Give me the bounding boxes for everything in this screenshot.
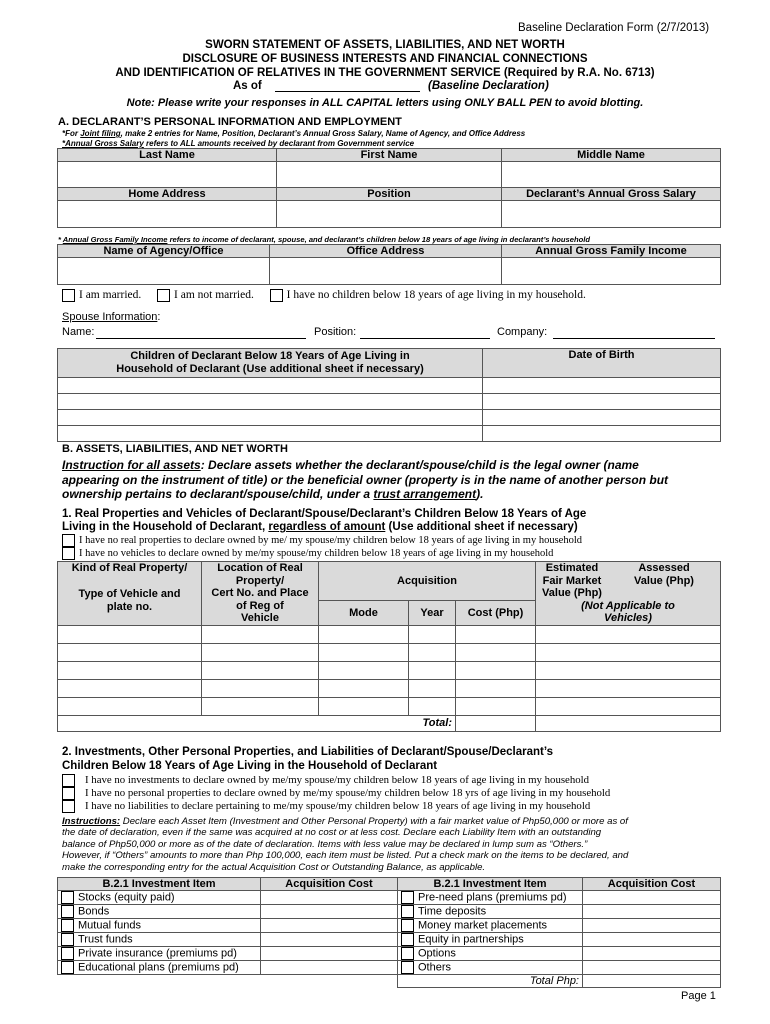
- property-cell[interactable]: [319, 679, 409, 697]
- no-real-property-checkbox[interactable]: [62, 534, 75, 547]
- year-header: Year: [409, 601, 456, 625]
- investment-item: Stocks (equity paid): [58, 891, 261, 905]
- salary-field[interactable]: [502, 201, 721, 228]
- investment-table: [57, 877, 721, 988]
- property-cell[interactable]: [456, 679, 536, 697]
- property-cell[interactable]: [58, 697, 202, 715]
- investment-cost[interactable]: [261, 947, 398, 961]
- children-header: Children of Declarant Below 18 Years of Age Living in Household of Declarant (Use additional sheet if necessary): [58, 349, 483, 378]
- investment-cost[interactable]: [261, 891, 398, 905]
- no-children-checkbox[interactable]: [270, 289, 283, 302]
- real-property-table: [57, 561, 721, 732]
- investment-item-header-right: B.2.1 Investment Item: [398, 878, 583, 891]
- investment-cost[interactable]: [583, 961, 721, 975]
- children-table: [57, 348, 721, 442]
- assessed-header: Assessed Value (Php): [634, 562, 694, 587]
- office-address-field[interactable]: [270, 258, 502, 285]
- instruction-line-1: Instruction for all assets: Declare assets whether the declarant/spouse/child is the legal owner (name: [62, 458, 639, 472]
- child-name-field[interactable]: [58, 394, 483, 410]
- spouse-name-field[interactable]: [96, 326, 306, 339]
- property-cell[interactable]: [456, 643, 536, 661]
- investment-item: Equity in partnerships: [398, 933, 583, 947]
- position-header: Position: [277, 188, 502, 201]
- no-personal-property-checkbox[interactable]: [62, 787, 75, 800]
- investment-item: Bonds: [58, 905, 261, 919]
- first-name-header: First Name: [277, 149, 502, 162]
- property-cell[interactable]: [536, 679, 721, 697]
- middle-name-field[interactable]: [502, 162, 721, 188]
- spouse-position-field[interactable]: [360, 326, 490, 339]
- others-checkbox[interactable]: [401, 961, 414, 974]
- property-cell[interactable]: [409, 697, 456, 715]
- money-market-checkbox[interactable]: [401, 919, 414, 932]
- no-personal-property-row: I have no personal properties to declare owned by me/my spouse/my children below 18 yrs of age living in my household: [62, 787, 610, 800]
- no-investments-row: I have no investments to declare owned by me/my spouse/my children below 18 years of age living in my household: [62, 774, 589, 787]
- property-cell[interactable]: [319, 643, 409, 661]
- b2-title-line-2: Children Below 18 Years of Age Living in the Household of Declarant: [62, 760, 438, 772]
- property-cell[interactable]: [202, 625, 319, 643]
- fair-market-header: Estimated Fair Market Value (Php): [542, 562, 602, 599]
- property-cell[interactable]: [58, 625, 202, 643]
- investment-total-field[interactable]: [583, 975, 721, 988]
- property-cell[interactable]: [319, 625, 409, 643]
- spouse-company-field[interactable]: [553, 326, 715, 339]
- bonds-checkbox[interactable]: [61, 905, 74, 918]
- investment-item: Mutual funds: [58, 919, 261, 933]
- property-cell[interactable]: [456, 697, 536, 715]
- no-liabilities-row: I have no liabilities to declare pertaining to me/my spouse/my children below 18 years of age living in my household: [62, 800, 590, 813]
- b2-instructions: Instructions: Declare each Asset Item (Investment and Other Personal Property) with a fair market value of Php50,000 or more as of the date of declaration, even if the same was acquired at no cost or at less cost. Declare each Liability Item with an outstanding balance of Php50,000 or more as of the date of declaration. Items with less value may be declared in lump sum as “Others.” However, if “Others” amounts to more than Php 100,000, each item must be listed. Put a check mark on the items to be declared, and make the corresponding entry for the actual Acquisition Cost or Outstanding Balance, as applicable.: [62, 816, 629, 873]
- property-cell[interactable]: [202, 679, 319, 697]
- investment-item: Pre-need plans (premiums pd): [398, 891, 583, 905]
- as-of-date-field[interactable]: [275, 79, 420, 92]
- salary-header: Declarant’s Annual Gross Salary: [502, 188, 721, 201]
- property-cell[interactable]: [202, 661, 319, 679]
- property-cell[interactable]: [409, 661, 456, 679]
- property-cell[interactable]: [202, 697, 319, 715]
- instruction-line-2: appearing on the instrument of title) or the beneficial owner (property is in the name of another person but: [62, 473, 669, 487]
- family-income-note: * Annual Gross Family Income refers to income of declarant, spouse, and declarant’s children below 18 years of age living in declarant’s household: [58, 235, 591, 244]
- property-cell[interactable]: [536, 697, 721, 715]
- investment-item: Time deposits: [398, 905, 583, 919]
- b1-title-line-2: Living in the Household of Declarant, regardless of amount (Use additional sheet if necessary): [62, 521, 578, 533]
- property-cell[interactable]: [58, 679, 202, 697]
- family-income-field[interactable]: [502, 258, 721, 285]
- spouse-position-label: Position:: [314, 326, 357, 338]
- child-dob-field[interactable]: [483, 378, 721, 394]
- no-real-property-row: I have no real properties to declare owned by me/ my spouse/my children below 18 years of age living in my household: [62, 534, 582, 547]
- investment-cost[interactable]: [583, 905, 721, 919]
- child-dob-field[interactable]: [483, 394, 721, 410]
- investment-item-header-left: B.2.1 Investment Item: [58, 878, 261, 891]
- acquisition-cost-header-right: Acquisition Cost: [583, 878, 721, 891]
- trust-funds-checkbox[interactable]: [61, 933, 74, 946]
- spouse-name-label: Name:: [62, 326, 95, 338]
- investment-item: Others: [398, 961, 583, 975]
- no-vehicles-checkbox[interactable]: [62, 547, 75, 560]
- first-name-field[interactable]: [277, 162, 502, 188]
- title-line-2: DISCLOSURE OF BUSINESS INTERESTS AND FINANCIAL CONNECTIONS: [182, 53, 588, 65]
- no-investments-checkbox[interactable]: [62, 774, 75, 787]
- investment-cost[interactable]: [261, 933, 398, 947]
- b2-title-line-1: 2. Investments, Other Personal Properties, and Liabilities of Declarant/Spouse/Declarant’s: [62, 746, 554, 758]
- investment-item: Private insurance (premiums pd): [58, 947, 261, 961]
- not-married-label: I am not married.: [174, 289, 254, 302]
- instruction-line-3: ownership pertains to declarant/spouse/child, under a trust arrangement).: [62, 487, 484, 501]
- options-checkbox[interactable]: [401, 947, 414, 960]
- property-cell[interactable]: [409, 679, 456, 697]
- stocks-checkbox[interactable]: [61, 891, 74, 904]
- investment-cost[interactable]: [583, 933, 721, 947]
- investment-item: Trust funds: [58, 933, 261, 947]
- position-field[interactable]: [277, 201, 502, 228]
- no-children-label: I have no children below 18 years of age living in my household.: [286, 289, 586, 302]
- property-cell[interactable]: [202, 643, 319, 661]
- spouse-info-title: Spouse Information:: [62, 311, 161, 323]
- time-deposits-checkbox[interactable]: [401, 905, 414, 918]
- property-cell[interactable]: [58, 661, 202, 679]
- cost-header: Cost (Php): [456, 601, 536, 625]
- child-name-field[interactable]: [58, 426, 483, 442]
- mode-header: Mode: [319, 601, 409, 625]
- private-insurance-checkbox[interactable]: [61, 947, 74, 960]
- kind-header: Kind of Real Property/ Type of Vehicle and plate no.: [58, 562, 202, 626]
- child-dob-field[interactable]: [483, 426, 721, 442]
- page-number: Page 1: [681, 990, 716, 1002]
- agency-table: [57, 244, 721, 285]
- property-cell[interactable]: [319, 697, 409, 715]
- married-checkbox[interactable]: [62, 289, 75, 302]
- title-line-1: SWORN STATEMENT OF ASSETS, LIABILITIES, AND NET WORTH: [205, 39, 565, 51]
- last-name-field[interactable]: [58, 162, 277, 188]
- form-label: Baseline Declaration Form (2/7/2013): [518, 22, 710, 34]
- home-address-header: Home Address: [58, 188, 277, 201]
- investment-cost[interactable]: [583, 947, 721, 961]
- educational-plans-checkbox[interactable]: [61, 961, 74, 974]
- middle-name-header: Middle Name: [502, 149, 721, 162]
- value-header: [536, 562, 721, 626]
- agency-field[interactable]: [58, 258, 270, 285]
- property-cell[interactable]: [536, 643, 721, 661]
- spouse-company-label: Company:: [497, 326, 548, 338]
- baseline-label: (Baseline Declaration): [428, 80, 549, 92]
- home-address-field[interactable]: [58, 201, 277, 228]
- not-applicable-note: (Not Applicable to Vehicles): [581, 599, 675, 624]
- property-cell[interactable]: [536, 661, 721, 679]
- section-a-title: A. DECLARANT’S PERSONAL INFORMATION AND EMPLOYMENT: [58, 116, 402, 128]
- investment-item: Options: [398, 947, 583, 961]
- salary-note: *Annual Gross Salary refers to ALL amounts received by declarant from Government service: [62, 139, 415, 148]
- property-cell[interactable]: [456, 661, 536, 679]
- equity-partnerships-checkbox[interactable]: [401, 933, 414, 946]
- b1-title-line-1: 1. Real Properties and Vehicles of Declarant/Spouse/Declarant’s Children Below 18 Years of Age: [62, 508, 587, 520]
- property-cell[interactable]: [536, 625, 721, 643]
- investment-total-label: Total Php:: [398, 975, 583, 988]
- no-vehicles-row: I have no vehicles to declare owned by me/my spouse/my children below 18 years of age living in my household: [62, 547, 553, 560]
- property-total-cost[interactable]: [456, 715, 536, 731]
- investment-cost[interactable]: [261, 919, 398, 933]
- location-header: Location of Real Property/ Cert No. and Place of Reg of Vehicle: [202, 562, 319, 626]
- no-liabilities-checkbox[interactable]: [62, 800, 75, 813]
- property-cell[interactable]: [409, 625, 456, 643]
- title-line-3: AND IDENTIFICATION OF RELATIVES IN THE GOVERNMENT SERVICE (Required by R.A. No. 6713): [115, 67, 655, 79]
- investment-item: Money market placements: [398, 919, 583, 933]
- mutual-funds-checkbox[interactable]: [61, 919, 74, 932]
- property-cell[interactable]: [319, 661, 409, 679]
- section-b-title: B. ASSETS, LIABILITIES, AND NET WORTH: [62, 443, 288, 455]
- as-of-label: As of: [233, 80, 262, 92]
- agency-header: Name of Agency/Office: [58, 245, 270, 258]
- note-text: Note: Please write your responses in ALL CAPITAL letters using ONLY BALL PEN to avoid blotting.: [126, 97, 644, 109]
- acquisition-cost-header-left: Acquisition Cost: [261, 878, 398, 891]
- investment-cost[interactable]: [583, 891, 721, 905]
- property-total-label: Total:: [58, 715, 456, 731]
- investment-cost[interactable]: [261, 961, 398, 975]
- family-income-header: Annual Gross Family Income: [502, 245, 721, 258]
- property-cell[interactable]: [456, 625, 536, 643]
- joint-filing-note: *For Joint filing, make 2 entries for Name, Position, Declarant’s Annual Gross Salary, Name of Agency, and Office Address: [62, 129, 526, 138]
- child-name-field[interactable]: [58, 378, 483, 394]
- civil-status-row: [62, 289, 586, 302]
- not-married-checkbox[interactable]: [157, 289, 170, 302]
- investment-cost[interactable]: [261, 905, 398, 919]
- property-total-value[interactable]: [536, 715, 721, 731]
- property-cell[interactable]: [409, 643, 456, 661]
- investment-cost[interactable]: [583, 919, 721, 933]
- personal-info-table: [57, 148, 721, 228]
- property-cell[interactable]: [58, 643, 202, 661]
- pre-need-checkbox[interactable]: [401, 891, 414, 904]
- acquisition-header: Acquisition: [319, 562, 536, 601]
- married-label: I am married.: [79, 289, 142, 302]
- office-address-header: Office Address: [270, 245, 502, 258]
- child-dob-field[interactable]: [483, 410, 721, 426]
- investment-item: Educational plans (premiums pd): [58, 961, 261, 975]
- child-name-field[interactable]: [58, 410, 483, 426]
- last-name-header: Last Name: [58, 149, 277, 162]
- dob-header: Date of Birth: [483, 349, 721, 378]
